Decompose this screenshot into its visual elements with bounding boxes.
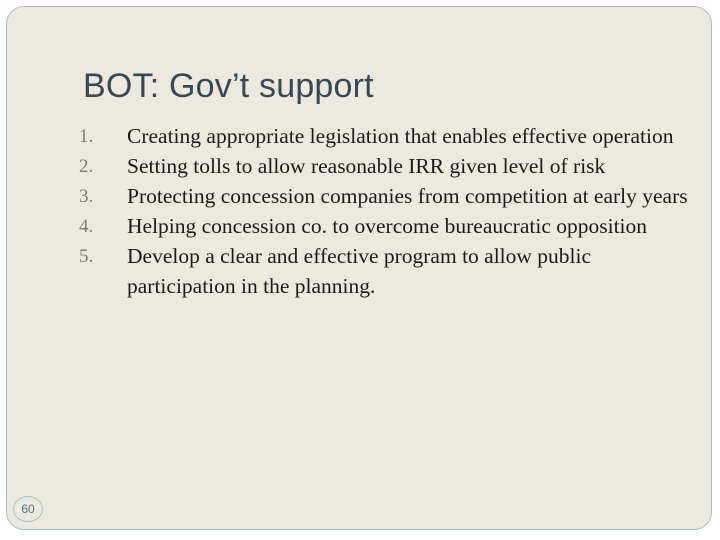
list-item	[79, 152, 699, 182]
list-item-number: 2.	[79, 156, 94, 177]
list-item	[79, 212, 699, 242]
slide-frame	[6, 6, 712, 530]
page-number-badge: 60	[13, 496, 43, 522]
list-item	[79, 182, 699, 212]
support-list	[79, 122, 699, 302]
list-item-number: 4.	[79, 216, 94, 237]
list-item-number: 3.	[79, 186, 94, 207]
list-item-number: 5.	[79, 246, 94, 267]
list-item-text: Develop a clear and effective program to allow public participation in the planning.	[127, 244, 592, 298]
list-item	[79, 242, 699, 301]
list-item-number: 1.	[79, 126, 94, 147]
list-item	[79, 122, 699, 152]
list-item-text: Protecting concession companies from competition at early years	[127, 184, 688, 208]
list-item-text: Setting tolls to allow reasonable IRR given level of risk	[127, 154, 606, 178]
list-item-text: Creating appropriate legislation that enables effective operation	[127, 124, 674, 148]
list-item-text: Helping concession co. to overcome bureaucratic opposition	[127, 214, 648, 238]
slide-title: BOT: Gov’t support	[83, 67, 374, 105]
